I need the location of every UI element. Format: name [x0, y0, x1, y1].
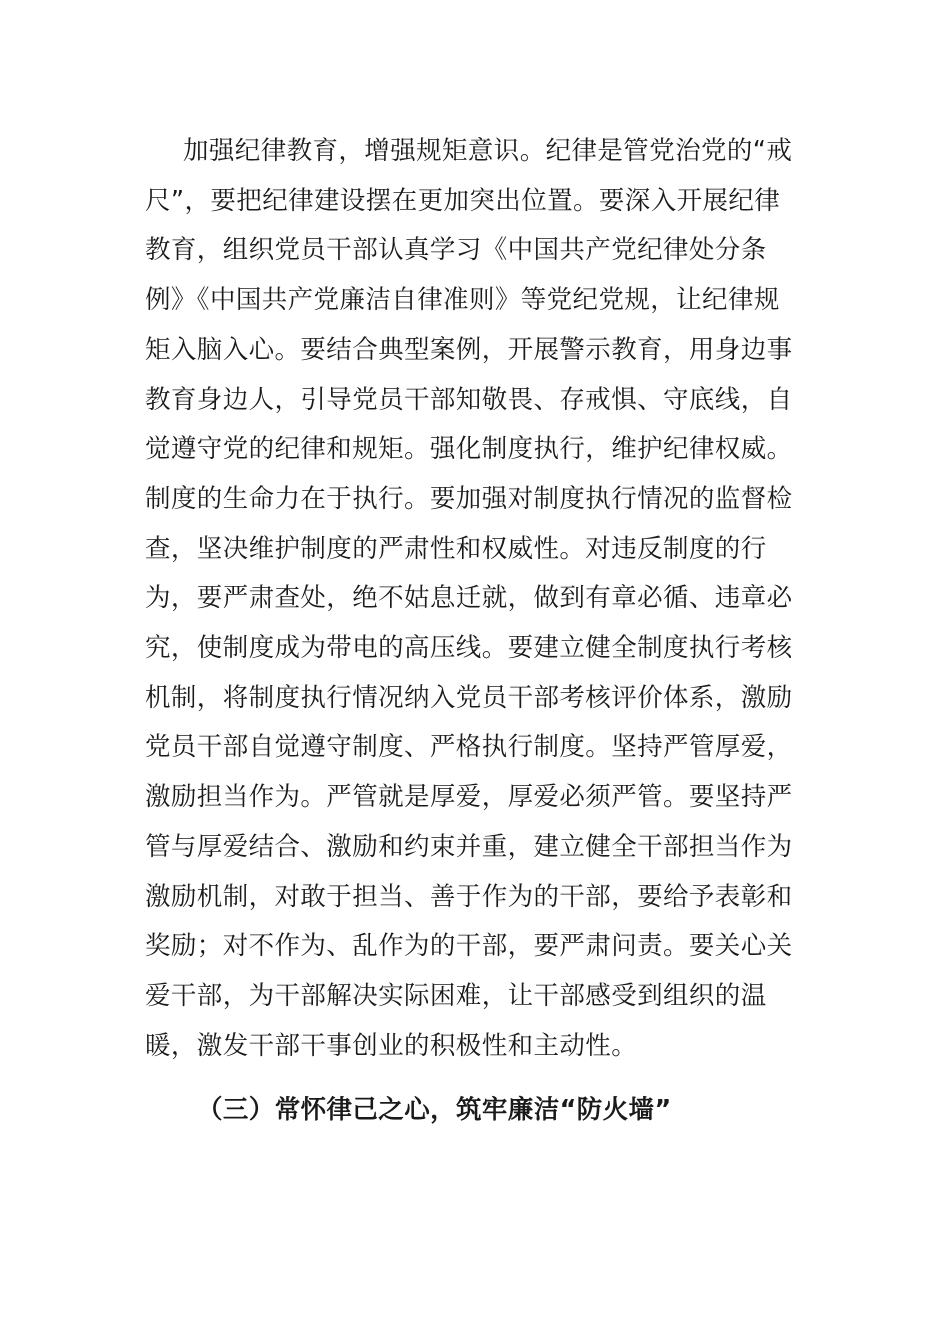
body-paragraph: 加强纪律教育，增强规矩意识。纪律是管党治党的“戒尺”，要把纪律建设摆在更加突出位置。要深入开展纪律教育，组织党员干部认真学习《中国共产党纪律处分条例》《中国共产党廉洁自律准则》等党纪党规，让纪律规矩入脑入心。要结合典型案例，开展警示教育，用身边事教育身边人，引导党员干部知敬畏、存戒惧、守底线，自觉遵守党的纪律和规矩。强化制度执行，维护纪律权威。制度的生命力在于执行。要加强对制度执行情况的监督检查，坚决维护制度的严肃性和权威性。对违反制度的行为，要严肃查处，绝不姑息迁就，做到有章必循、违章必究，使制度成为带电的高压线。要建立健全制度执行考核机制，将制度执行情况纳入党员干部考核评价体系，激励党员干部自觉遵守制度、严格执行制度。坚持严管厚爱，激励担当作为。严管就是厚爱，厚爱必须严管。要坚持严管与厚爱结合、激励和约束并重，建立健全干部担当作为激励机制，对敢于担当、善于作为的干部，要给予表彰和奖励；对不作为、乱作为的干部，要严肃问责。要关心关爱干部，为干部解决实际困难，让干部感受到组织的温暖，激发干部干事创业的积极性和主动性。 — [145, 136, 793, 1061]
section-heading: （三）常怀律己之心，筑牢廉洁“防火墙” — [197, 1095, 672, 1125]
